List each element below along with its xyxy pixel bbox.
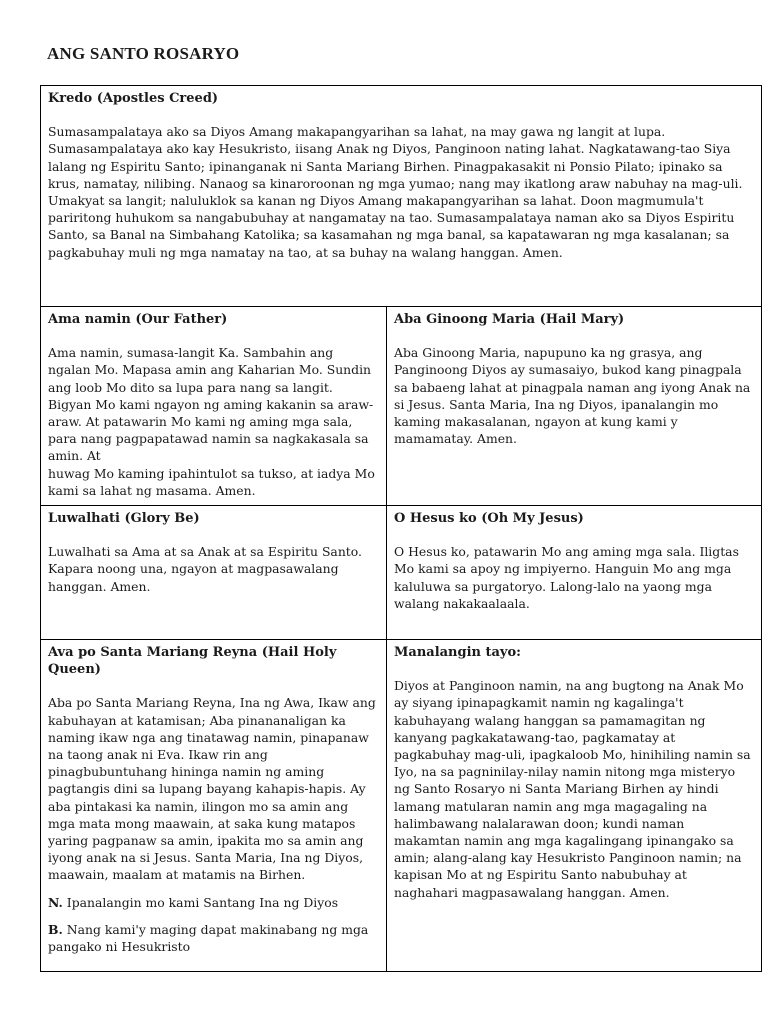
document-title: ANG SANTO ROSARYO [47,44,240,63]
versicle-text: Ipanalangin mo kami Santang Ina ng Diyos [62,894,339,910]
hail-holy-queen-text: Aba po Santa Mariang Reyna, Ina ng Awa, Ikaw ang kabuhayan at katamisan; Aba pinananaligan ka naming ikaw nga ang tinatawag namin, pinapanaw na taong anak ni Eva. Ikaw rin ang pinagbubuntuhang hininga namin ng aming pagtangis dini sa lupang bayang kahapis-hapis. Ay aba pintakasi ka namin, ilingon mo sa amin ang mga mata mong maawain, at saka kung matapos yaring pagpanaw sa amin, ipakita mo sa amin ang iyong anak na si Jesus. Santa Maria, Ina ng Diyos, maawain, maalam at matamis na Birhen. [48,695,376,883]
response-text: Nang kami'y maging dapat makinabang ng mga pangako ni Hesukristo [48,921,369,955]
table-row [41,86,762,307]
prayers-table [40,85,762,972]
glory-be-text: Luwalhati sa Ama at sa Anak at sa Espiritu Santo. Kapara noong una, ngayon at magpasawalang hanggan. Amen. [48,544,362,594]
oh-my-jesus-cell [387,506,762,640]
our-father-cell [41,307,387,506]
our-father-heading: Ama namin (Our Father) [48,312,228,327]
hail-mary-cell [387,307,762,506]
let-us-pray-heading: Manalangin tayo: [394,645,521,661]
hail-holy-queen-cell [41,640,387,972]
hail-mary-heading: Aba Ginoong Maria (Hail Mary) [394,312,625,327]
table-row [41,506,762,640]
credo-cell [41,86,762,307]
hail-holy-queen-response [48,921,379,955]
let-us-pray-cell [387,640,762,972]
table-row [41,640,762,972]
hail-holy-queen-heading: Ava po Santa Mariang Reyna (Hail Holy Queen) [48,645,337,678]
hail-holy-queen-versicle [48,894,379,911]
let-us-pray-text: Diyos at Panginoon namin, na ang bugtong na Anak Mo ay siyang ipinapagkamit namin ng kagalinga't kabuhayang walang hanggan sa pamamagitan ng kanyang pagkakatawang-tao, pagkamatay at pagkabuhay mag-uli, ipagkaloob Mo, hinihiling namin sa Iyo, na sa pagninilay-nilay namin nitong mga misteryo ng Santo Rosaryo ni Santa Mariang Birhen ay hindi lamang matularan namin ang mga magagaling na halimbawang nalalarawan doon; kundi naman makamtan namin ang mga kagalingang ipinangako sa amin; alang-alang kay Hesukristo Panginoon namin; na kapisan Mo at ng Espiritu Santo nabubuhay at naghahari magpasawalang hanggan. Amen. [394,678,751,900]
credo-heading: Kredo (Apostles Creed) [48,91,219,106]
hail-mary-text: Aba Ginoong Maria, napupuno ka ng grasya, ang Panginoong Diyos ay sumasaiyo, bukod kang pinagpala sa babaeng lahat at pinagpala naman ang iyong Anak na si Jesus. Santa Maria, Ina ng Diyos, ipanalangin mo kaming makasalanan, ngayon at kung kami y mamamatay. Amen. [394,345,751,447]
table-row [41,307,762,506]
credo-text: Sumasampalataya ako sa Diyos Amang makapangyarihan sa lahat, na may gawa ng langit at lupa. Sumasampalataya ako kay Hesukristo, iisang Anak ng Diyos, Panginoon nating lahat. Nagkatawang-tao Siya lalang ng Espiritu Santo; ipinanganak ni Santa Mariang Birhen. Pinagpakasakit ni Ponsio Pilato; ipinako sa krus, namatay, nilibing. Nanaog sa kinaroroonan ng mga yumao; nang may ikatlong araw nabuhay na mag-uli. Umakyat sa langit; naluluklok sa kanan ng Diyos Amang makapangyarihan sa lahat. Doon magmumula't pariritong huhukom sa nangabubuhay at nangamatay na tao. Sumasampalataya naman ako sa Diyos Espiritu Santo, sa Banal na Simbahang Katolika; sa kasamahan ng mga banal, sa kapatawaran ng mga kasalanan; sa pagkabuhay muli ng mga namatay na tao, at sa buhay na walang hanggan. Amen. [48,124,743,260]
glory-be-heading: Luwalhati (Glory Be) [48,511,200,527]
oh-my-jesus-heading: O Hesus ko (Oh My Jesus) [394,511,584,527]
glory-be-cell [41,506,387,640]
oh-my-jesus-text: O Hesus ko, patawarin Mo ang aming mga sala. Iligtas Mo kami sa apoy ng impiyerno. Hanguin Mo ang mga kaluluwa sa purgatoryo. Lalong-lalo na yaong mga walang nakakaalaala. [394,544,739,611]
versicle-label: N. [48,894,63,910]
our-father-text: Ama namin, sumasa-langit Ka. Sambahin ang ngalan Mo. Mapasa amin ang Kaharian Mo. Sundin ang loob Mo dito sa lupa para nang sa langit. Bigyan Mo kami ngayon ng aming kakanin sa araw-araw. At patawarin Mo kami ng aming mga sala, para nang pagpapatawad namin sa nagkakasala sa amin. At huwag Mo kaming ipahintulot sa tukso, at iadya Mo kami sa lahat ng masama. Amen. [48,345,375,498]
response-label: B. [48,921,63,937]
